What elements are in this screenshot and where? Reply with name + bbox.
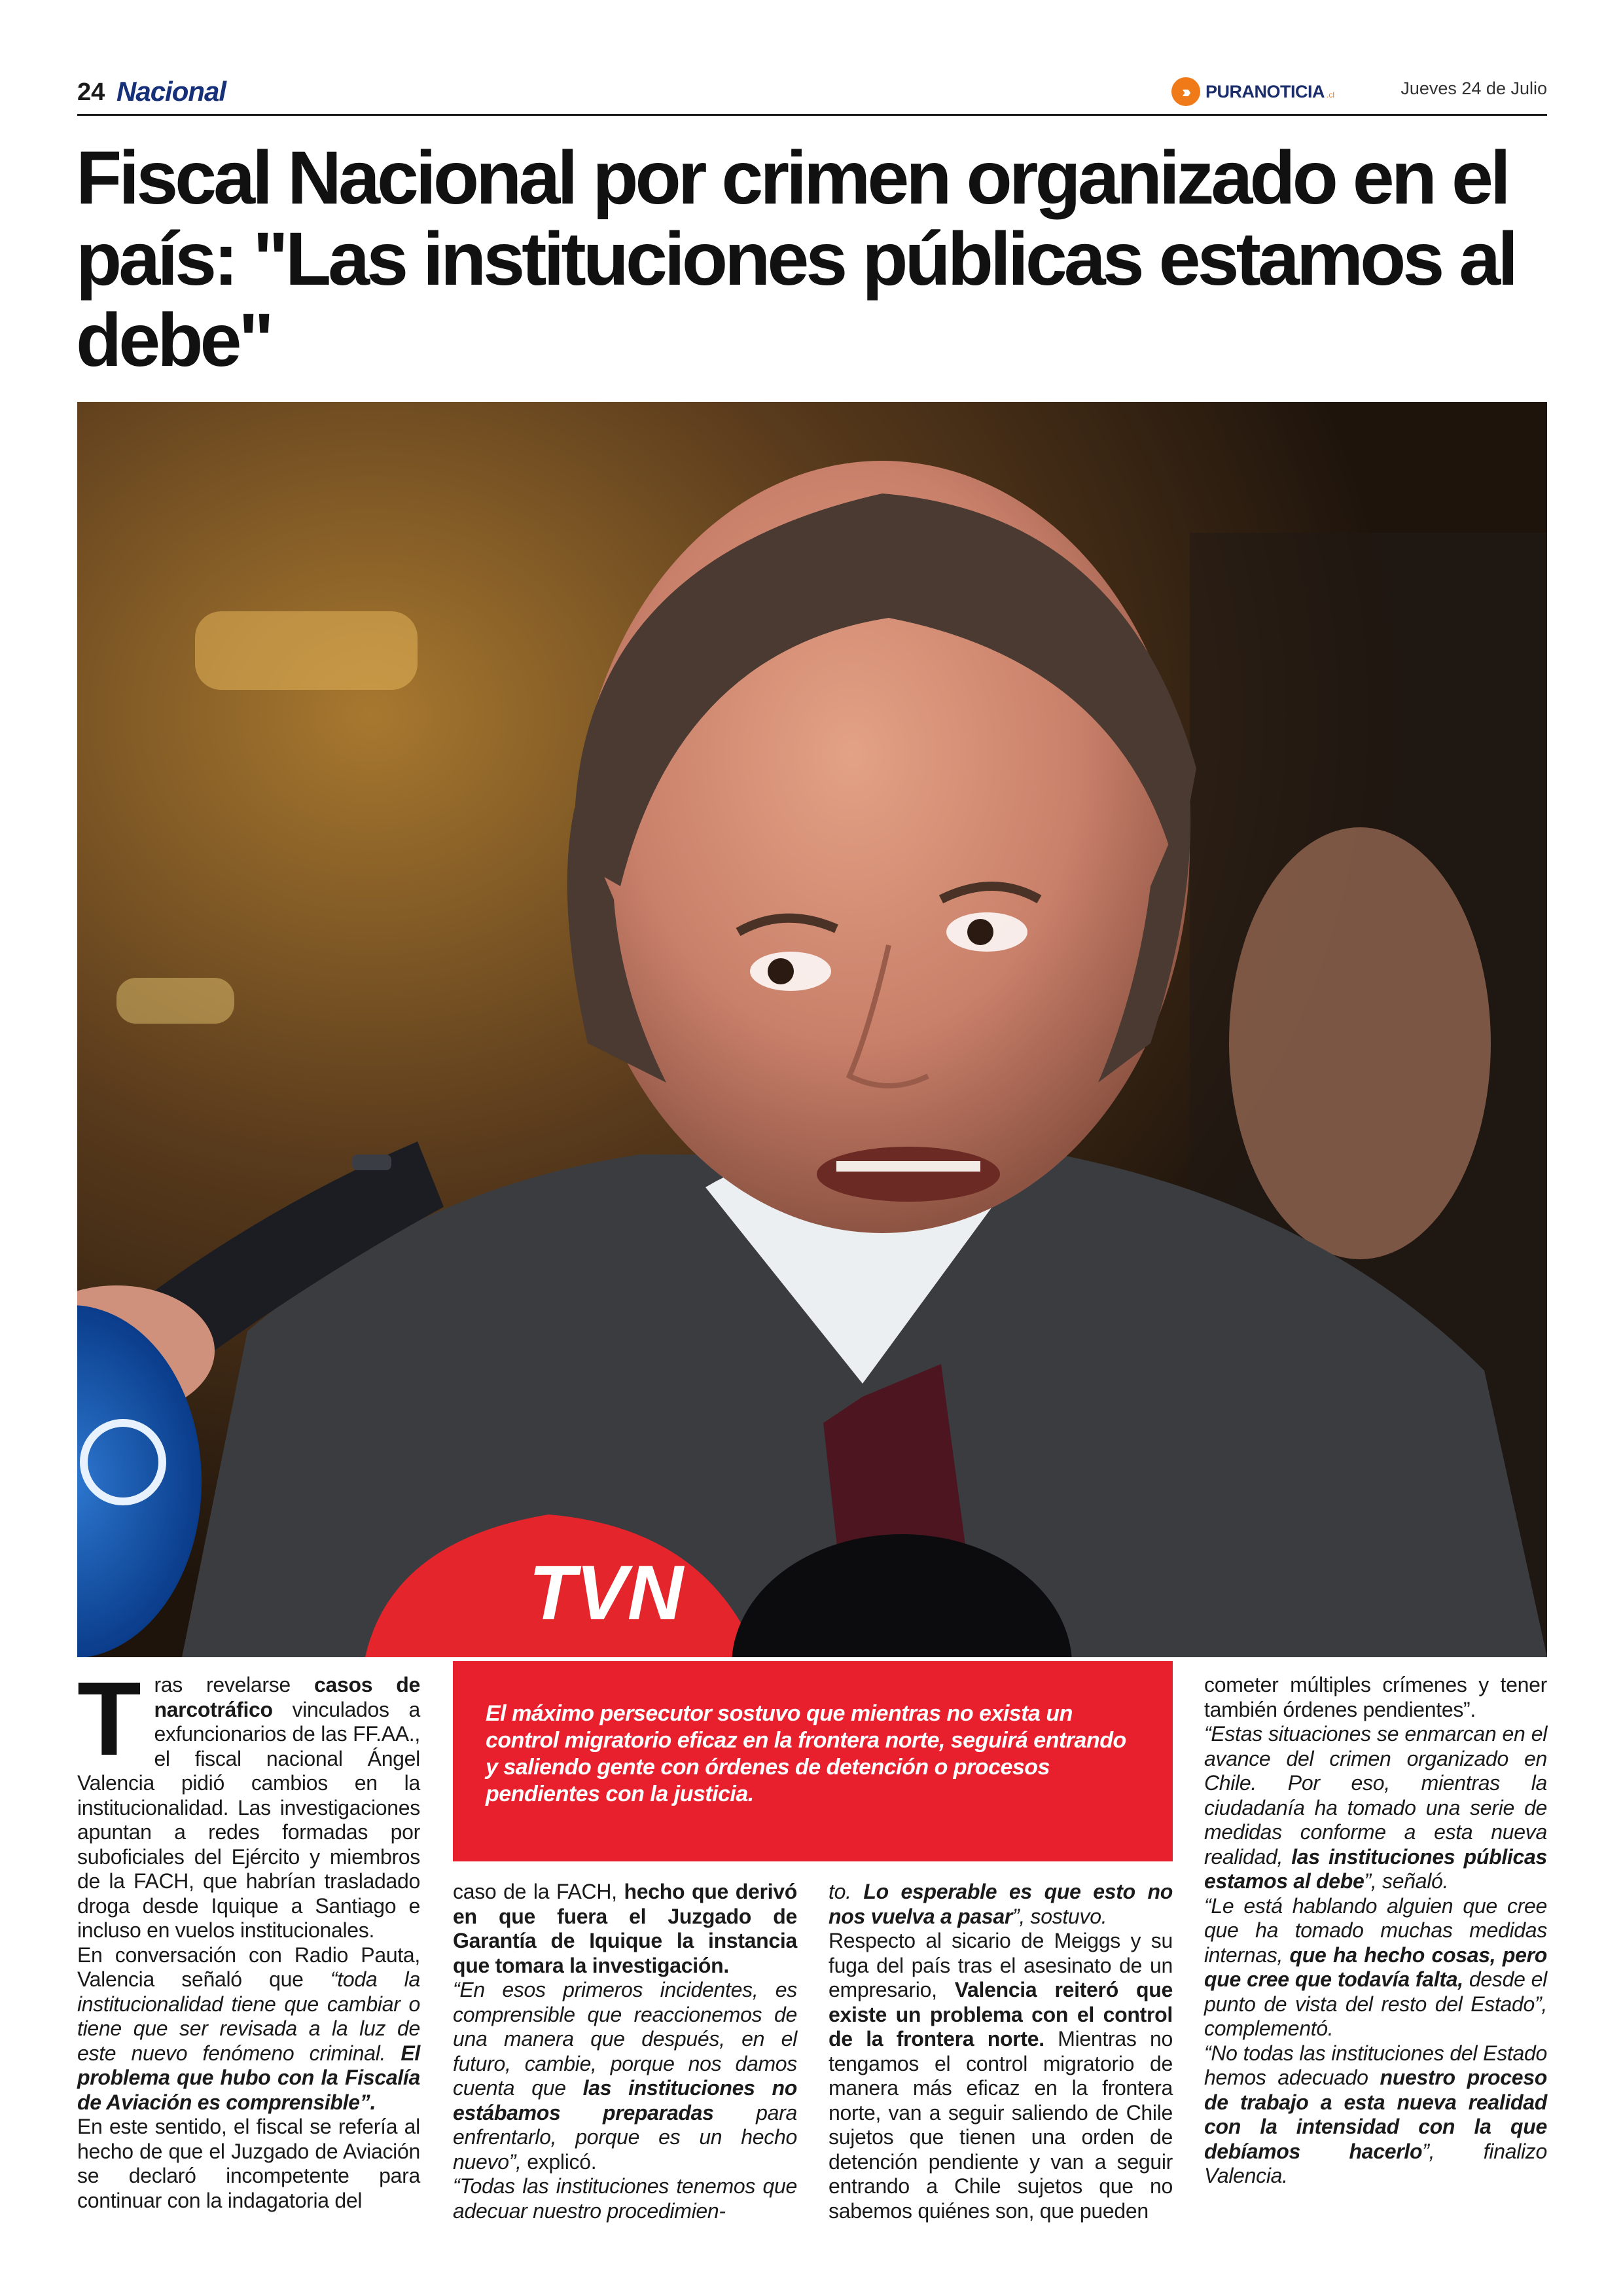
bold-quote-run: Lo esperable es que esto no nos vuelva a pasar xyxy=(829,1880,1173,1928)
text-run: caso de la FACH, xyxy=(453,1880,624,1903)
bold-quote-run: nuestro proceso de trabajo a esta nueva realidad con la intensidad con la que debíamos hacerlo xyxy=(1204,2066,1547,2163)
bold-quote-run: las instituciones no estábamos preparadas xyxy=(453,2076,797,2125)
quote-run: ”, señaló. xyxy=(1364,1869,1449,1893)
bold-quote-run: las instituciones públicas estamos al debe xyxy=(1204,1844,1547,1893)
page-number: 24 xyxy=(77,79,105,106)
tvn-mic-label: TVN xyxy=(529,1550,683,1636)
text-run: ras revelarse xyxy=(154,1673,314,1696)
drop-cap: T xyxy=(77,1660,141,1777)
article-column-2 xyxy=(453,1880,797,2223)
article-column-1 xyxy=(77,1660,420,2213)
text-run: En conversación con Radio Pauta, Valencia señaló que xyxy=(77,1943,420,1991)
paragraph xyxy=(77,1943,420,2115)
article-column-4 xyxy=(1204,1673,1547,2189)
photo-illustration xyxy=(77,402,1547,1657)
paragraph xyxy=(829,1880,1173,1929)
brand-suffix: .cl xyxy=(1327,90,1334,99)
paragraph xyxy=(1204,1722,1547,1894)
bold-quote-run: que ha hecho cosas, pero que cree que todavía falta, xyxy=(1204,1943,1547,1991)
quote-run: “Estas situaciones se enmarcan en el avance del crimen organizado en Chile. Por eso, mientras la ciudadanía ha tomado una serie de medidas conforme a esta nueva realidad, xyxy=(1204,1722,1547,1869)
quote-run: ”, sostuvo. xyxy=(1012,1904,1107,1928)
paragraph xyxy=(1204,2041,1547,2189)
text-run: vinculados a exfuncionarios de las FF.AA., el fiscal nacional Ángel Valencia pidió cambios en la institucionalidad. Las investigaciones apuntan a redes formadas por suboficiales del Ejército y miembros de la FACH, que habrían trasladado droga desde Iquique a Santiago e incluso en vuelos institucionales. xyxy=(77,1697,420,1942)
quote-run: “toda la institucionalidad tiene que cambiar o tiene que ser revisada a la luz de este nuevo fenómeno criminal. xyxy=(77,1967,420,2065)
brand-chevrons-icon: ››› xyxy=(1171,77,1200,106)
quote-run: “Todas las instituciones tenemos que adecuar nuestro procedimien- xyxy=(453,2174,797,2223)
bold-run: casos de narcotráfico xyxy=(154,1673,420,1721)
text-run: Respecto al sicario de Meiggs y su fuga del país tras el asesinato de un empresario, xyxy=(829,1929,1173,2001)
quote-run: para enfrentarlo, porque es un hecho nuevo”, xyxy=(453,2100,797,2174)
text-run: explicó. xyxy=(521,2149,597,2174)
article-headline: Fiscal Nacional por crimen organizado en el país: "Las instituciones públicas estamos al debe" xyxy=(76,136,1516,382)
text-run: Mientras no tengamos el control migratorio de manera más eficaz en la frontera norte, van a seguir saliendo de Chile sujetos que tienen una orden de detención pendiente y van a seguir entrando a Chile sujetos que no sabemos quiénes son, que pueden xyxy=(829,2027,1173,2223)
paragraph xyxy=(453,2174,797,2223)
paragraph xyxy=(1204,1894,1547,2041)
quote-run: ”, finalizo Valencia. xyxy=(1204,2139,1548,2187)
pull-quote-box: El máximo persecutor sostuvo que mientras no exista un control migratorio eficaz en la frontera norte, seguirá entrando y saliendo gente con órdenes de detención o procesos pendientes con la justicia. xyxy=(453,1661,1173,1861)
brand-logo xyxy=(1171,77,1334,106)
paragraph: En este sentido, el fiscal se refería al hecho de que el Juzgado de Aviación se declaró incompetente para continuar con la indagatoria del xyxy=(77,2115,420,2212)
quote-run: to. xyxy=(829,1880,864,1903)
paragraph xyxy=(453,1880,797,1978)
issue-date: Jueves 24 de Julio xyxy=(1400,79,1547,98)
bold-run: hecho que derivó en que fuera el Juzgado de Garantía de Iquique la instancia que tomara la investigación. xyxy=(453,1880,797,1977)
bold-quote-run: El problema que hubo con la Fiscalía de Aviación es comprensible”. xyxy=(77,2041,420,2114)
article-column-3 xyxy=(829,1880,1173,2223)
article-photo xyxy=(77,402,1547,1657)
paragraph xyxy=(453,1978,797,2174)
paragraph xyxy=(1204,1673,1547,1722)
section-label: Nacional xyxy=(116,76,226,107)
header-divider xyxy=(77,114,1547,116)
quote-run: “En esos primeros incidentes, es comprensible que reaccionemos de una manera que después, en el futuro, cambie, porque nos damos cuenta que xyxy=(453,1978,797,2100)
brand-name: PURANOTICIA xyxy=(1205,81,1325,101)
quote-run: desde el punto de vista del resto del Estado”, complementó. xyxy=(1204,1967,1547,2040)
paragraph xyxy=(77,1660,420,1943)
text-run: cometer múltiples crímenes y tener también órdenes pendientes”. xyxy=(1204,1673,1547,1721)
bold-run: Valencia reiteró que existe un problema con el control de la frontera norte. xyxy=(829,1978,1173,2051)
paragraph xyxy=(829,1929,1173,2223)
quote-run: “Le está hablando alguien que cree que ha tomado muchas medidas internas, xyxy=(1204,1893,1547,1967)
quote-run: “No todas las instituciones del Estado hemos adecuado xyxy=(1204,2041,1547,2089)
